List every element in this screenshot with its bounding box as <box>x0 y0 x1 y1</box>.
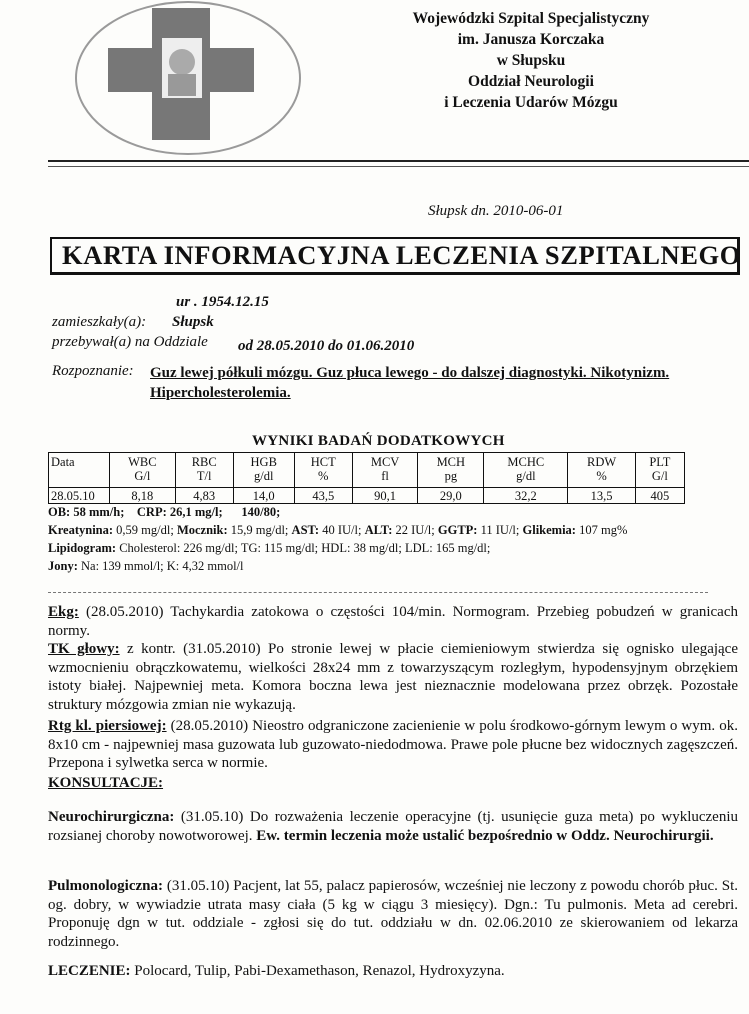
treatment-label: LECZENIE: <box>48 963 131 979</box>
table-cell: 29,0 <box>418 488 484 504</box>
hospital-stamp <box>70 0 310 170</box>
ekg-section <box>48 603 738 640</box>
alt-value: 22 IU/l; <box>395 523 435 537</box>
ggtp-value: 11 IU/l; <box>480 523 520 537</box>
ob-value: OB: 58 mm/h; <box>48 505 125 519</box>
alt-label: ALT: <box>364 523 393 537</box>
table-row <box>49 488 685 504</box>
stay-dates: od 28.05.2010 do 01.06.2010 <box>238 338 415 354</box>
stay-label: przebywał(a) na Oddziale <box>52 334 208 350</box>
table-header-cell: HGB g/dl <box>233 453 294 488</box>
pulmonology-label: Pulmonologiczna: <box>48 878 163 894</box>
table-header-cell: WBC G/l <box>110 453 176 488</box>
xray-section <box>48 717 738 773</box>
ions-label: Jony: <box>48 559 78 573</box>
department-name: Oddział Neurologii <box>468 73 594 90</box>
consultations-heading: KONSULTACJE: <box>48 775 164 791</box>
ob-crp-line <box>48 505 280 520</box>
table-cell: 90,1 <box>352 488 418 504</box>
table-header-cell: HCT % <box>294 453 352 488</box>
birth-date: ur . 1954.12.15 <box>176 294 269 310</box>
chemistry-line <box>48 523 627 538</box>
header-divider <box>48 160 749 162</box>
table-header-cell: RBC T/l <box>175 453 233 488</box>
xray-label: Rtg kl. piersiowej: <box>48 718 167 734</box>
diagnosis-text: Guz lewej półkuli mózgu. Guz płuca lewego - do dalszej diagnostyki. Nikotynizm. Hipercholesterolemia. <box>150 365 670 401</box>
document-date: Słupsk dn. 2010-06-01 <box>428 203 564 219</box>
ekg-label: Ekg: <box>48 604 79 620</box>
table-header-cell: MCV fl <box>352 453 418 488</box>
table-header-cell: MCHC g/dl <box>484 453 568 488</box>
xray-text: (28.05.2010) Nieostro odgraniczone zacienienie w polu środkowo-górnym lewym o wym. ok. 8x10 cm - najpewniej masa guzowata lub guzowato-niedodmowa. Prawe pole płucne bez widocznych zagęszczeń. Przepona i sylwetka serca w normie. <box>48 718 738 771</box>
table-cell: 8,18 <box>110 488 176 504</box>
hospital-city: w Słupsku <box>496 52 566 69</box>
crp-value: CRP: 26,1 mg/l; <box>136 505 223 519</box>
neurosurgery-section <box>48 808 738 845</box>
ions-value: Na: 139 mmol/l; K: 4,32 mmol/l <box>81 559 244 573</box>
table-header-cell: PLT G/l <box>635 453 684 488</box>
diagnosis-label: Rozpoznanie: <box>52 363 134 379</box>
table-cell: 4,83 <box>175 488 233 504</box>
pulmonology-text: (31.05.10) Pacjent, lat 55, palacz papierosów, wcześniej nie leczony z powodu chorób płuc. St. og. dobry, w wywiadzie utrata masy ciała (5 kg w ciągu 3 miesięcy). Dgn.: Tu pulmonis. Meta ad cerebri. Proponuję dgn w tut. oddziale - zgłosi się do tut. oddziału w dn. 02.06.2010 ze skierowaniem od lekarza rodzinnego. <box>48 878 739 950</box>
table-cell: 405 <box>635 488 684 504</box>
stamp-seal-icon <box>70 0 310 170</box>
department-name-2: i Leczenia Udarów Mózgu <box>444 94 618 111</box>
results-heading: WYNIKI BADAŃ DODATKOWYCH <box>252 433 505 449</box>
table-header-row <box>49 453 685 488</box>
document-title: KARTA INFORMACYJNA LECZENIA SZPITALNEGO <box>62 240 741 270</box>
table-cell: 13,5 <box>568 488 635 504</box>
hospital-header <box>386 8 676 113</box>
ct-section <box>48 640 738 714</box>
lipid-value: Cholesterol: 226 mg/dl; TG: 115 mg/dl; HDL: 38 mg/dl; LDL: 165 mg/dl; <box>119 541 491 555</box>
mocznik-label: Mocznik: <box>176 523 228 537</box>
residence-label: zamieszkały(a): <box>52 314 147 330</box>
hospital-patron: im. Janusza Korczaka <box>457 31 605 48</box>
ions-line <box>48 559 244 574</box>
lipid-line <box>48 541 490 556</box>
table-header-cell: RDW % <box>568 453 635 488</box>
ggtp-label: GGTP: <box>437 523 478 537</box>
hospital-name: Wojewódzki Szpital Specjalistyczny <box>412 10 650 27</box>
neurosurgery-text: (31.05.10) Do rozważenia leczenie operacyjne (tj. usunięcie guza meta) po wykluczeniu rozsianej choroby nowotworowej. <box>48 809 738 844</box>
treatment-section <box>48 962 738 981</box>
pulmonology-section <box>48 877 738 951</box>
blood-count-table <box>48 452 685 504</box>
table-header-cell: MCH pg <box>418 453 484 488</box>
treatment-text: Polocard, Tulip, Pabi-Dexamethason, Renazol, Hydroxyzyna. <box>134 963 505 979</box>
ct-label: TK głowy: <box>48 641 120 657</box>
table-cell: 43,5 <box>294 488 352 504</box>
kreatynina-value: 0,59 mg/dl; <box>116 523 174 537</box>
residence-value: Słupsk <box>172 314 214 330</box>
glikemia-value: 107 mg% <box>579 523 628 537</box>
ct-text: z kontr. (31.05.2010) Po stronie lewej w płacie ciemieniowym stwierdza się ognisko ulegające wzmocnieniu obrączkowatemu, wielkości 28x24 mm z towarzyszącym rozległym, hypodensyjnym obrzękiem istoty białej. Najpewniej meta. Komora boczna lewa jest nieznacznie modelowana przez obrzęk. Pozostałe struktury mózgowia zmian nie wykazują. <box>48 641 738 713</box>
mocznik-value: 15,9 mg/dl; <box>230 523 289 537</box>
header-divider-thin <box>48 166 749 167</box>
table-cell: 14,0 <box>233 488 294 504</box>
glikemia-label: Glikemia: <box>522 523 576 537</box>
blood-pressure: 140/80; <box>241 505 281 519</box>
ast-value: 40 IU/l; <box>322 523 362 537</box>
neurosurgery-note: Ew. termin leczenia może ustalić bezpośrednio w Oddz. Neurochirurgii. <box>256 827 714 844</box>
ast-label: AST: <box>291 523 320 537</box>
ekg-text: (28.05.2010) Tachykardia zatokowa o częstości 104/min. Normogram. Przebieg pobudzeń w granicach normy. <box>48 604 738 639</box>
table-header-cell: Data <box>49 453 110 488</box>
lipid-label: Lipidogram: <box>48 541 117 555</box>
dashed-divider <box>48 592 708 593</box>
kreatynina-label: Kreatynina: <box>48 523 114 537</box>
neurosurgery-label: Neurochirurgiczna: <box>48 809 175 825</box>
table-cell: 32,2 <box>484 488 568 504</box>
table-cell: 28.05.10 <box>49 488 110 504</box>
